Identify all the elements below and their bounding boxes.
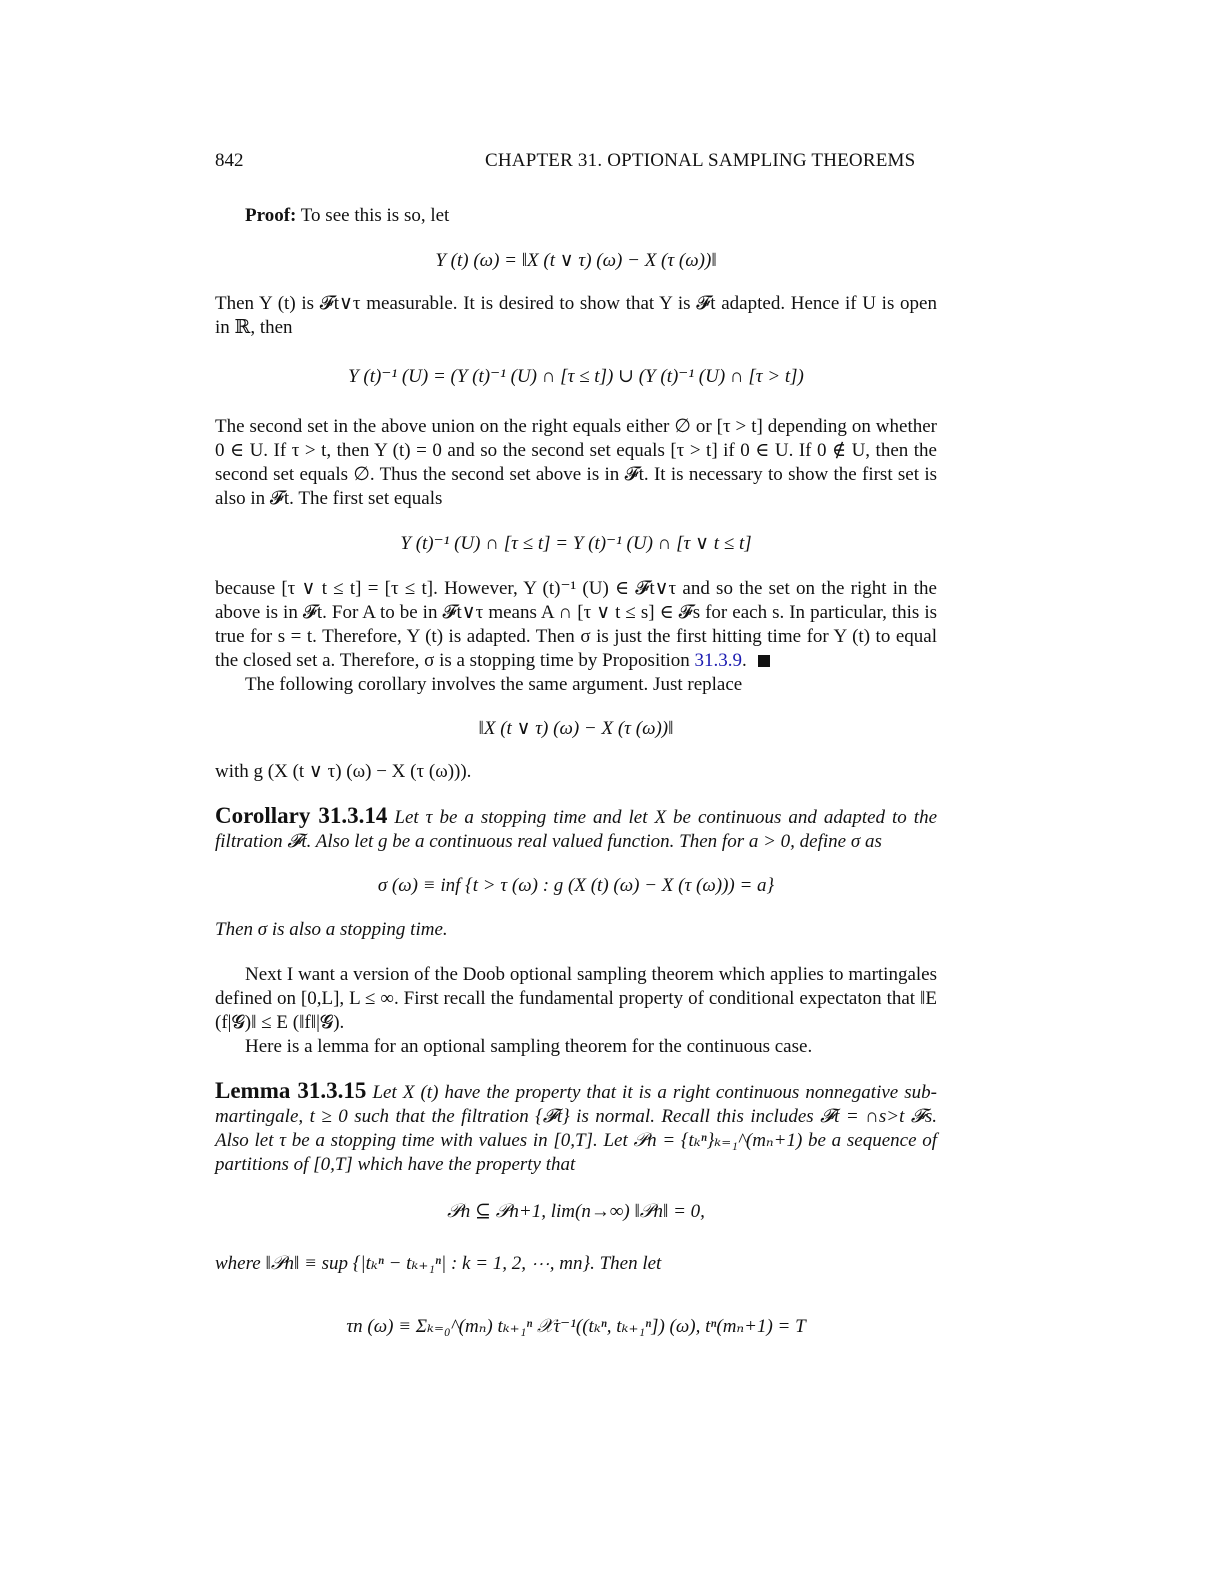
- corollary-conclusion: Then σ is also a stopping time.: [215, 919, 448, 940]
- lemma-text: Let X (t) have the property that it is a right continuous nonnegative sub-martingale, t ≥ 0 such that the filtration {𝓕t} is normal. Recall this includes 𝓕t = ∩s>t 𝓕s. Also let τ be a stopping time with values in [0,T]. Let 𝒫n = {tₖⁿ}ₖ₌₁^(mₙ+1) be a sequence of partitions of [0,T] which have the property that: [215, 1082, 938, 1175]
- equation-tau-n: τn (ω) ≡ Σₖ₌₀^(mₙ) tₖ₊₁ⁿ 𝒳τ⁻¹((tₖⁿ, tₖ₊₁ⁿ]) (ω), tⁿ(mₙ+1) = T: [346, 1316, 806, 1337]
- paragraph-measurable: Then Y (t) is 𝓕t∨τ measurable. It is desired to show that Y is 𝓕t adapted. Hence if U is open in ℝ, then: [215, 293, 937, 338]
- paragraph-adapted-text: because [τ ∨ t ≤ t] = [τ ≤ t]. However, Y (t)⁻¹ (U) ∈ 𝓕t∨τ and so the set on the right in the above is in 𝓕t. For A to be in 𝓕t∨τ means A ∩ [τ ∨ t ≤ s] ∈ 𝓕s for each s. In particular, this is true for s = t. Therefore, Y (t) is adapted. Then σ is just the first hitting time for Y (t) to equal the closed set a. Therefore, σ is a stopping time by Proposition: [215, 578, 937, 671]
- paragraph-next: Next I want a version of the Doob optional sampling theorem which applies to martingales defined on [0,L], L ≤ ∞. First recall the fundamental property of conditional expectaton that ‖E (f|𝓖)‖ ≤ E (‖f‖|𝓖).: [215, 964, 937, 1033]
- equation-first-set: Y (t)⁻¹ (U) ∩ [τ ≤ t] = Y (t)⁻¹ (U) ∩ [τ ∨ t ≤ t]: [400, 533, 752, 554]
- equation-y-def: Y (t) (ω) = ‖X (t ∨ τ) (ω) − X (τ (ω))‖: [435, 250, 717, 271]
- proof-label: Proof:: [245, 205, 297, 226]
- corollary-text: Let τ be a stopping time and let X be continuous and adapted to the filtration 𝓕t. Also let g be a continuous real valued function. Then for a > 0, define σ as: [215, 807, 938, 852]
- paragraph-following: The following corollary involves the same argument. Just replace: [245, 674, 743, 695]
- paragraph-adapted: [215, 577, 937, 673]
- qed-square-icon: [758, 655, 770, 667]
- equation-preimage-union: Y (t)⁻¹ (U) = (Y (t)⁻¹ (U) ∩ [τ ≤ t]) ∪ (Y (t)⁻¹ (U) ∩ [τ > t]): [348, 366, 804, 387]
- equation-partitions: 𝒫n ⊆ 𝒫n+1, lim(n→∞) ‖𝒫n‖ = 0,: [447, 1201, 705, 1222]
- corollary-block: [215, 804, 937, 854]
- paragraph-lemma-intro: Here is a lemma for an optional sampling theorem for the continuous case.: [245, 1036, 813, 1057]
- chapter-title: CHAPTER 31. OPTIONAL SAMPLING THEOREMS: [485, 150, 916, 171]
- paragraph-second-set: The second set in the above union on the right equals either ∅ or [τ > t] depending on whether 0 ∈ U. If τ > t, then Y (t) = 0 and so the second set equals [τ > t] if 0 ∈ U. If 0 ∉ U, then the second set equals ∅. Thus the second set above is in 𝓕t. It is necessary to show the first set is also in 𝓕t. The first set equals: [215, 416, 937, 509]
- equation-sigma: σ (ω) ≡ inf {t > τ (ω) : g (X (t) (ω) − X (τ (ω))) = a}: [377, 875, 775, 896]
- equation-replace: ‖X (t ∨ τ) (ω) − X (τ (ω))‖: [478, 718, 674, 739]
- paragraph-with-g: with g (X (t ∨ τ) (ω) − X (τ (ω))).: [215, 761, 472, 782]
- paragraph-where: where ‖𝒫n‖ ≡ sup {|tₖⁿ − tₖ₊₁ⁿ| : k = 1, 2, ⋯, mn}. Then let: [215, 1253, 662, 1274]
- proof-intro-text: To see this is so, let: [300, 205, 450, 226]
- lemma-block: [215, 1079, 937, 1177]
- proposition-link[interactable]: 31.3.9: [694, 650, 743, 671]
- page-number: 842: [215, 150, 244, 171]
- proof-intro: [215, 204, 937, 228]
- corollary-heading: Corollary 31.3.14: [215, 803, 388, 828]
- lemma-heading: Lemma 31.3.15: [215, 1078, 367, 1103]
- paragraph-adapted-end: .: [742, 650, 747, 671]
